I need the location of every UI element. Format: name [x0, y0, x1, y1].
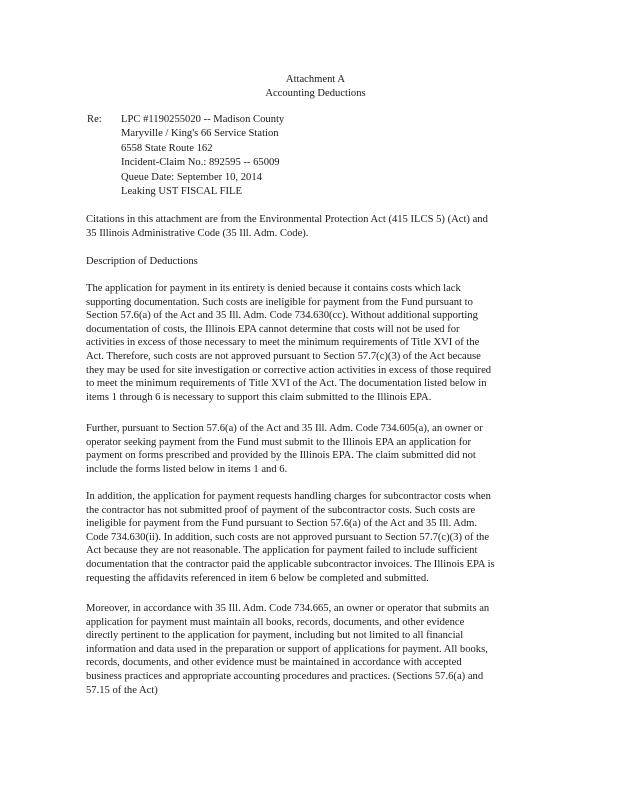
paragraph-line: Further, pursuant to Section 57.6(a) of the Act and 35 Ill. Adm. Code 734.605(a), an owner or	[86, 423, 483, 434]
paragraph-handling-charges	[86, 490, 532, 585]
re-line-incident-claim: Incident-Claim No.: 892595 -- 65009	[121, 157, 280, 169]
paragraph-line: activities in excess of those necessary to meet the minimum requirements of Title XVI of the	[86, 337, 480, 349]
paragraph-line: business practices and appropriate accounting procedures and practices. (Sections 57.6(a) and	[86, 670, 484, 682]
paragraph-line: supporting documentation. Such costs are ineligible for payment from the Fund pursuant to	[86, 296, 473, 308]
re-details	[121, 113, 284, 199]
re-line-address: 6558 State Route 162	[121, 142, 213, 154]
paragraph-line: documentation that the contractor paid the applicable subcontractor invoices. The Illinois EPA is	[86, 558, 495, 570]
re-line-lpc: LPC #1190255020 -- Madison County	[121, 114, 285, 125]
paragraph-line: to meet the minimum requirements of Title XVI of the Act. The documentation listed below in	[86, 378, 487, 390]
attachment-title: Attachment A	[285, 74, 346, 85]
citations-paragraph	[86, 213, 532, 240]
description-heading: Description of Deductions	[86, 256, 198, 267]
paragraph-line: documentation of costs, the Illinois EPA cannot determine that costs will not be used for	[86, 323, 460, 335]
paragraph-line: 57.15 of the Act)	[86, 684, 158, 696]
paragraph-line: In addition, the application for payment requests handling charges for subcontractor costs when	[86, 491, 491, 502]
paragraph-line: items 1 through 6 is necessary to support this claim submitted to the Illinois EPA.	[86, 391, 432, 403]
document-header	[0, 73, 631, 101]
re-line-file: Leaking UST FISCAL FILE	[121, 186, 242, 198]
paragraph-denial	[86, 282, 532, 404]
attachment-subtitle: Accounting Deductions	[265, 88, 366, 99]
paragraph-line: include the forms listed below in items 1 and 6.	[86, 463, 288, 475]
paragraph-line: Act. Therefore, such costs are not approved pursuant to Section 57.7(c)(3) of the Act because	[86, 350, 481, 362]
paragraph-line: records, documents, and other evidence must be maintained in accordance with accepted	[86, 657, 462, 669]
paragraph-line: directly pertinent to the application for payment, including but not limited to all financial	[86, 630, 464, 642]
paragraph-line: ineligible for payment from the Fund pursuant to Section 57.6(a) of the Act and 35 Ill. Adm.	[86, 518, 478, 530]
paragraph-line: information and data used in the preparation or support of applications for payment. All books,	[86, 643, 488, 655]
paragraph-line: Section 57.6(a) of the Act and 35 Ill. Adm. Code 734.630(cc). Without additional supporting	[86, 310, 478, 322]
paragraph-line: Act because they are not reasonable. The application for payment failed to include sufficient	[86, 545, 478, 557]
paragraph-line: operator seeking payment from the Fund must submit to the Illinois EPA an application for	[86, 436, 472, 448]
paragraph-records	[86, 602, 532, 697]
paragraph-line: Citations in this attachment are from the Environmental Protection Act (415 ILCS 5) (Act) and	[86, 214, 488, 225]
paragraph-line: 35 Illinois Administrative Code (35 Ill. Adm. Code).	[86, 227, 309, 239]
paragraph-line: payment on forms prescribed and provided by the Illinois EPA. The claim submitted did not	[86, 450, 476, 462]
paragraph-line: The application for payment in its entirety is denied because it contains costs which lack	[86, 283, 461, 294]
paragraph-line: requesting the affidavits referenced in item 6 below be completed and submitted.	[86, 572, 429, 584]
paragraph-line: Code 734.630(ii). In addition, such costs are not approved pursuant to Section 57.7(c)(3) of the	[86, 531, 490, 543]
re-label: Re:	[87, 114, 102, 125]
paragraph-line: Moreover, in accordance with 35 Ill. Adm. Code 734.665, an owner or operator that submits an	[86, 603, 490, 614]
re-line-queue-date: Queue Date: September 10, 2014	[121, 171, 262, 183]
paragraph-forms	[86, 422, 532, 476]
re-line-site-name: Maryville / King's 66 Service Station	[121, 128, 279, 140]
paragraph-line: the contractor has not submitted proof of payment of the subcontractor costs. Such costs are	[86, 504, 476, 516]
paragraph-line: they may be used for site investigation or corrective action activities in excess of those required	[86, 364, 492, 376]
paragraph-line: application for payment must maintain all books, records, documents, and other evidence	[86, 616, 465, 628]
